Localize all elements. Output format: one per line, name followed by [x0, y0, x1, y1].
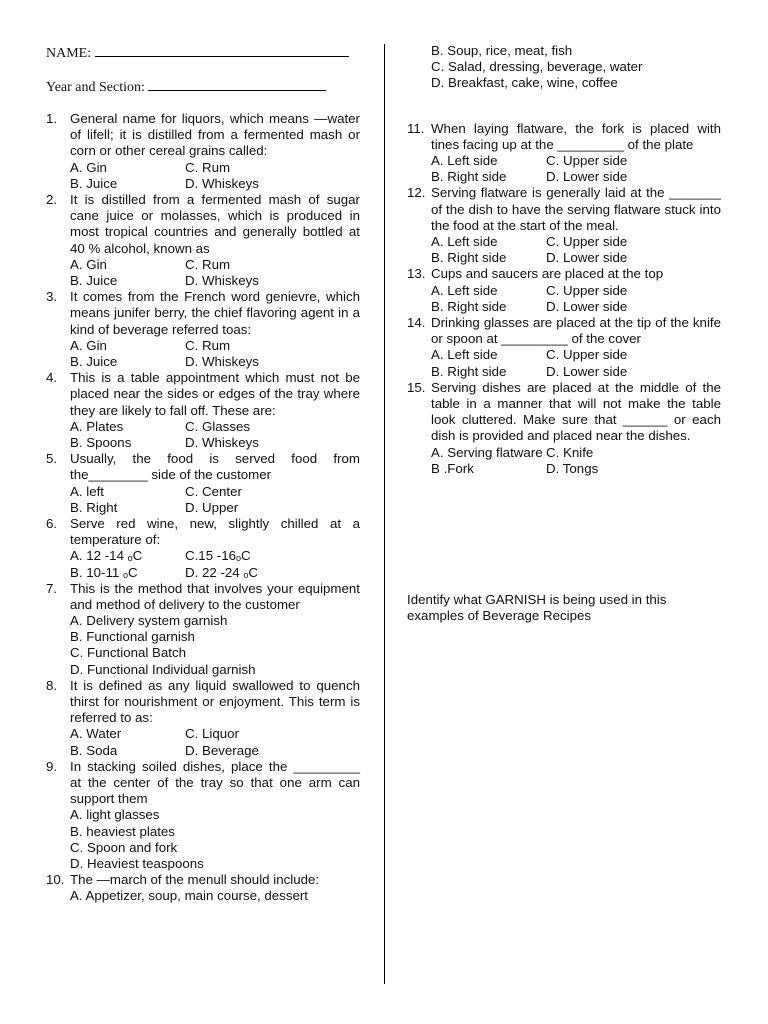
answer-option-left: C. Functional Batch — [70, 645, 187, 661]
answer-option-left: B. Juice — [70, 353, 118, 369]
garnish-instruction: Identify what GARNISH is being used in this examples of Beverage Recipes — [407, 592, 667, 624]
question-text: When laying flatware, the fork is placed with tines facing up at the _________ of the plate — [431, 120, 721, 152]
question-item — [46, 759, 360, 872]
answer-option-row — [46, 726, 360, 742]
answer-option-left: A. Gin — [70, 159, 107, 175]
name-blank[interactable] — [95, 44, 349, 57]
answer-option-row — [407, 153, 721, 169]
question-number: 10. — [46, 872, 65, 888]
question-item — [407, 315, 721, 380]
answer-option-right: C. Rum — [185, 337, 231, 353]
answer-option-right: D. Upper — [185, 499, 239, 515]
question-text: It is distilled from a fermented mash of sugar cane juice or molasses, which is produced in most tropical countries and generally bottled at 40 % alcohol, known as — [70, 191, 360, 256]
answer-option-row — [46, 629, 360, 645]
answer-option-right: C. Upper side — [546, 347, 628, 363]
answer-option-left: D. Breakfast, cake, wine, coffee — [431, 75, 618, 91]
answer-option-left: A. Left side — [431, 347, 498, 363]
question-item — [407, 266, 721, 315]
answer-option-left: A. Water — [70, 726, 122, 742]
answer-option-row — [46, 888, 360, 904]
question-text: This is the method that involves your equipment and method of delivery to the customer — [70, 580, 360, 612]
answer-option-row — [46, 840, 360, 856]
answer-option-left: B. heaviest plates — [70, 823, 175, 839]
answer-option-left: B. Right side — [431, 298, 507, 314]
answer-option-right: D. Whiskeys — [185, 434, 259, 450]
question-item — [46, 289, 360, 370]
answer-option-left: D. Heaviest teaspoons — [70, 856, 204, 872]
answer-option-row — [407, 59, 721, 75]
answer-option-row — [46, 613, 360, 629]
answer-option-row — [407, 299, 721, 315]
answer-option-right: D. 22 -24 ₒC — [185, 564, 259, 580]
answer-option-row — [407, 461, 721, 477]
question-text: In stacking soiled dishes, place the _________ at the center of the tray so that one arm can support them — [70, 758, 360, 807]
answer-option-left: B .Fork — [431, 460, 474, 476]
question-number: 15. — [407, 379, 426, 395]
answer-option-row — [46, 176, 360, 192]
answer-option-left: B. Spoons — [70, 434, 132, 450]
answer-option-left: B. Right side — [431, 363, 507, 379]
question-text: It comes from the French word genievre, which means junifer berry, the chief flavoring agent in a kind of beverage referred toas: — [70, 289, 360, 337]
question-number: 6. — [46, 515, 58, 531]
answer-option-row — [46, 824, 360, 840]
answer-option-right: C.15 -16ₒC — [185, 548, 251, 564]
answer-option-left: B. Soda — [70, 742, 118, 758]
answer-option-left: B. Right side — [431, 250, 507, 266]
question-text: General name for liquors, which means —water of lifell; it is distilled from a fermented mash or corn or other cereal grains called: — [70, 111, 360, 159]
answer-option-left: A. Gin — [70, 256, 107, 272]
question-text: Serving flatware is generally laid at the _______ of the dish to have the serving flatware stuck into the food at the start of the meal. — [431, 185, 721, 233]
answer-option-row — [46, 273, 360, 289]
right-column — [407, 43, 721, 477]
answer-option-row — [407, 445, 721, 461]
answer-option-right: C. Rum — [185, 159, 231, 175]
question-item — [407, 43, 721, 92]
answer-option-right: D. Whiskeys — [185, 353, 259, 369]
answer-option-right: C. Upper side — [546, 233, 628, 249]
answer-option-row — [407, 250, 721, 266]
answer-option-right: D. Whiskeys — [185, 272, 259, 288]
name-label: NAME: — [46, 46, 92, 61]
answer-option-row — [407, 169, 721, 185]
answer-option-left: A. Left side — [431, 233, 498, 249]
answer-option-row — [407, 75, 721, 91]
question-item — [407, 185, 721, 266]
answer-option-left: B. Juice — [70, 272, 118, 288]
answer-option-right: C. Center — [185, 483, 242, 499]
question-number: 14. — [407, 314, 426, 330]
question-item — [46, 370, 360, 451]
question-number: 13. — [407, 266, 426, 282]
question-text: Serving dishes are placed at the middle of the table in a manner that will not make the table look cluttered. Make sure that ______ or each dish is provided and placed near the dishes. — [431, 379, 721, 444]
answer-option-right: C. Upper side — [546, 152, 628, 168]
question-number: 3. — [46, 289, 58, 305]
question-number: 12. — [407, 185, 426, 201]
question-text: Drinking glasses are placed at the tip of the knife or spoon at _________ of the cover — [431, 314, 721, 347]
question-text: This is a table appointment which must not be placed near the sides or edges of the tray where they are likely to fall off. These are: — [70, 370, 360, 418]
question-item — [407, 121, 721, 186]
answer-option-left: A. light glasses — [70, 807, 160, 823]
question-item — [407, 380, 721, 477]
answer-option-right: D. Lower side — [546, 298, 628, 314]
question-number: 2. — [46, 191, 58, 207]
year-section-blank[interactable] — [148, 78, 326, 91]
answer-option-row — [407, 283, 721, 299]
answer-option-row — [407, 234, 721, 250]
answer-option-right: D. Beverage — [185, 742, 259, 758]
answer-option-right: D. Tongs — [546, 460, 599, 476]
answer-option-right: C. Glasses — [185, 418, 251, 434]
answer-option-left: A. Delivery system garnish — [70, 613, 228, 629]
answer-option-right: D. Whiskeys — [185, 175, 259, 191]
answer-option-left: A. Plates — [70, 418, 124, 434]
answer-option-left: D. Functional Individual garnish — [70, 661, 256, 677]
answer-option-left: A. Left side — [431, 282, 498, 298]
question-item — [46, 451, 360, 516]
answer-option-row — [46, 645, 360, 661]
answer-option-right: C. Rum — [185, 256, 231, 272]
answer-option-right: C. Upper side — [546, 282, 628, 298]
year-section-label: Year and Section: — [46, 80, 145, 95]
question-number: 1. — [46, 111, 58, 126]
answer-option-left: B. Soup, rice, meat, fish — [431, 43, 573, 58]
question-item — [46, 192, 360, 289]
answer-option-left: B. 10-11 ₒC — [70, 564, 138, 580]
column-divider — [384, 44, 385, 984]
question-text: Cups and saucers are placed at the top — [431, 266, 664, 282]
question-text: It is defined as any liquid swallowed to quench thirst for nourishment or enjoyment. This term is referred to as: — [70, 677, 360, 726]
answer-option-left: C. Salad, dressing, beverage, water — [431, 59, 643, 75]
answer-option-row — [46, 565, 360, 581]
answer-option-left: A. Serving flatware — [431, 444, 543, 460]
answer-option-left: B. Right — [70, 499, 118, 515]
answer-option-right: C. Knife — [546, 444, 594, 460]
answer-option-left: B. Functional garnish — [70, 629, 195, 645]
answer-option-left: C. Spoon and fork — [70, 839, 178, 855]
answer-option-row — [407, 43, 721, 59]
question-item — [46, 581, 360, 678]
answer-option-row — [407, 364, 721, 380]
answer-option-right: D. Lower side — [546, 363, 628, 379]
year-section-field — [46, 78, 326, 96]
answer-option-row — [46, 743, 360, 759]
answer-option-row — [46, 807, 360, 823]
question-item — [46, 872, 360, 904]
answer-option-row — [46, 338, 360, 354]
answer-option-row — [46, 662, 360, 678]
answer-option-row — [46, 500, 360, 516]
answer-option-row — [46, 257, 360, 273]
answer-option-left: B. Right side — [431, 169, 507, 185]
question-number: 9. — [46, 758, 58, 774]
answer-option-row — [46, 548, 360, 564]
question-number: 11. — [407, 120, 425, 136]
question-item — [46, 516, 360, 581]
answer-option-row — [46, 484, 360, 500]
answer-option-row — [407, 347, 721, 363]
answer-option-row — [46, 856, 360, 872]
answer-option-right: D. Lower side — [546, 169, 628, 185]
answer-option-left: A. 12 -14 ₒC — [70, 548, 143, 564]
question-number: 7. — [46, 580, 58, 596]
answer-option-left: A. Appetizer, soup, main course, dessert — [70, 888, 308, 904]
answer-option-left: B. Juice — [70, 175, 118, 191]
left-column — [46, 111, 360, 905]
answer-option-right: D. Lower side — [546, 250, 628, 266]
name-field — [46, 44, 349, 62]
answer-option-row — [46, 435, 360, 451]
question-number: 8. — [46, 677, 58, 693]
answer-option-left: A. Gin — [70, 337, 107, 353]
answer-option-left: A. Left side — [431, 152, 498, 168]
question-item — [46, 111, 360, 192]
answer-option-left: A. left — [70, 483, 104, 499]
question-text: Usually, the food is served food from the________ side of the customer — [70, 451, 360, 483]
question-text: Serve red wine, new, slightly chilled at a temperature of: — [70, 515, 360, 548]
answer-option-right: C. Liquor — [185, 726, 239, 742]
question-number: 4. — [46, 370, 58, 386]
question-number: 5. — [46, 451, 58, 467]
answer-option-row — [46, 354, 360, 370]
question-text: The —march of the menull should include: — [70, 872, 320, 888]
answer-option-row — [46, 160, 360, 176]
question-item — [46, 678, 360, 759]
answer-option-row — [46, 419, 360, 435]
